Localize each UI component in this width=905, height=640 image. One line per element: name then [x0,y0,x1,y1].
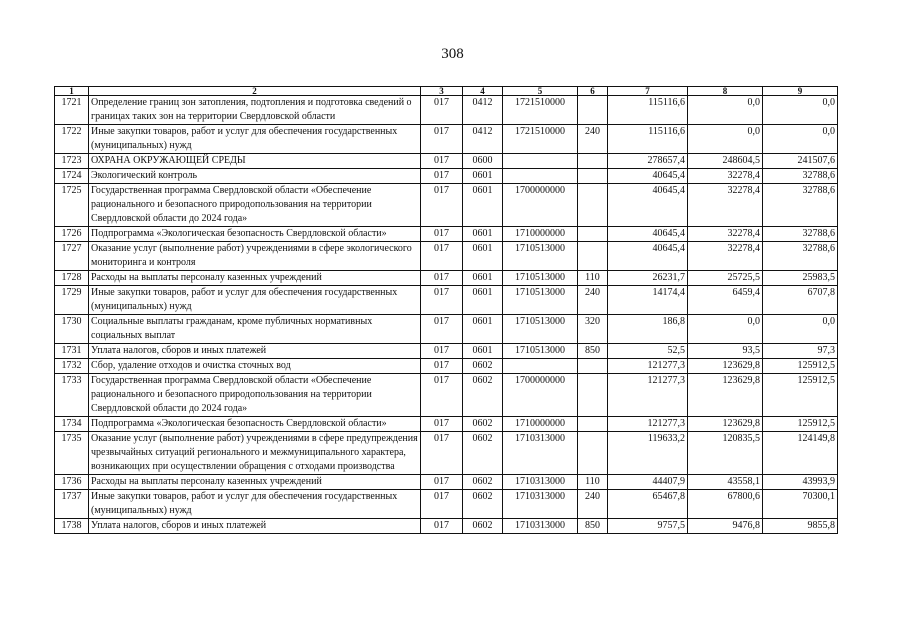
ministry-code: 017 [421,125,463,154]
amount-col-9: 70300,1 [763,490,838,519]
header-col-6: 6 [578,87,608,96]
amount-col-7: 115116,6 [608,125,688,154]
target-article-code: 1721510000 [503,125,578,154]
header-col-7: 7 [608,87,688,96]
amount-col-8: 0,0 [688,125,763,154]
expense-type-code [578,374,608,417]
amount-col-9: 125912,5 [763,374,838,417]
amount-col-8: 32278,4 [688,242,763,271]
amount-col-9: 0,0 [763,125,838,154]
expense-type-code [578,154,608,169]
row-number: 1731 [55,344,89,359]
ministry-code: 017 [421,417,463,432]
amount-col-9: 6707,8 [763,286,838,315]
amount-col-8: 32278,4 [688,169,763,184]
amount-col-9: 9855,8 [763,519,838,534]
section-code: 0602 [463,475,503,490]
ministry-code: 017 [421,184,463,227]
ministry-code: 017 [421,227,463,242]
amount-col-8: 123629,8 [688,417,763,432]
amount-col-9: 125912,5 [763,417,838,432]
section-code: 0602 [463,519,503,534]
amount-col-8: 123629,8 [688,359,763,374]
expense-name: Определение границ зон затопления, подтопления и подготовка сведений о границах таких зон на территории Свердловской области [89,96,421,125]
amount-col-8: 9476,8 [688,519,763,534]
section-code: 0601 [463,286,503,315]
amount-col-8: 123629,8 [688,374,763,417]
table-row [55,169,838,184]
section-code: 0602 [463,490,503,519]
ministry-code: 017 [421,432,463,475]
expense-name: Расходы на выплаты персоналу казенных учреждений [89,475,421,490]
expense-name: Сбор, удаление отходов и очистка сточных вод [89,359,421,374]
expense-type-code: 240 [578,490,608,519]
amount-col-7: 40645,4 [608,242,688,271]
header-col-1: 1 [55,87,89,96]
table-body [55,96,838,534]
expense-name: Подпрограмма «Экологическая безопасность Свердловской области» [89,227,421,242]
amount-col-8: 67800,6 [688,490,763,519]
section-code: 0602 [463,417,503,432]
budget-table [54,86,838,534]
section-code: 0601 [463,169,503,184]
expense-type-code: 240 [578,125,608,154]
amount-col-7: 121277,3 [608,359,688,374]
expense-name: Иные закупки товаров, работ и услуг для обеспечения государственных (муниципальных) нужд [89,490,421,519]
row-number: 1727 [55,242,89,271]
page-number: 308 [441,46,464,62]
header-col-8: 8 [688,87,763,96]
table-row [55,242,838,271]
row-number: 1736 [55,475,89,490]
section-code: 0601 [463,271,503,286]
expense-type-code: 850 [578,344,608,359]
table-row [55,286,838,315]
ministry-code: 017 [421,519,463,534]
amount-col-9: 32788,6 [763,169,838,184]
ministry-code: 017 [421,286,463,315]
amount-col-9: 32788,6 [763,184,838,227]
header-col-3: 3 [421,87,463,96]
section-code: 0601 [463,344,503,359]
amount-col-9: 0,0 [763,315,838,344]
amount-col-9: 25983,5 [763,271,838,286]
row-number: 1729 [55,286,89,315]
table-row [55,374,838,417]
amount-col-7: 14174,4 [608,286,688,315]
section-code: 0601 [463,242,503,271]
amount-col-7: 121277,3 [608,417,688,432]
amount-col-7: 121277,3 [608,374,688,417]
table-row [55,227,838,242]
row-number: 1738 [55,519,89,534]
row-number: 1728 [55,271,89,286]
table-row [55,154,838,169]
target-article-code: 1710000000 [503,227,578,242]
expense-type-code [578,169,608,184]
row-number: 1735 [55,432,89,475]
ministry-code: 017 [421,374,463,417]
amount-col-8: 0,0 [688,315,763,344]
target-article-code [503,169,578,184]
table-row [55,315,838,344]
target-article-code [503,154,578,169]
table-row [55,359,838,374]
table-row [55,519,838,534]
amount-col-9: 241507,6 [763,154,838,169]
expense-type-code [578,417,608,432]
expense-name: Оказание услуг (выполнение работ) учреждениями в сфере экологического мониторинга и контроля [89,242,421,271]
ministry-code: 017 [421,315,463,344]
amount-col-9: 32788,6 [763,227,838,242]
expense-name: Государственная программа Свердловской области «Обеспечение рационального и безопасного природопользования на территории Свердловской области до 2024 года» [89,374,421,417]
row-number: 1730 [55,315,89,344]
section-code: 0412 [463,96,503,125]
row-number: 1734 [55,417,89,432]
expense-type-code [578,184,608,227]
row-number: 1726 [55,227,89,242]
amount-col-7: 115116,6 [608,96,688,125]
expense-name: Подпрограмма «Экологическая безопасность Свердловской области» [89,417,421,432]
target-article-code: 1710000000 [503,417,578,432]
amount-col-9: 32788,6 [763,242,838,271]
expense-name: Иные закупки товаров, работ и услуг для обеспечения государственных (муниципальных) нужд [89,286,421,315]
section-code: 0601 [463,184,503,227]
row-number: 1721 [55,96,89,125]
expense-name: Экологический контроль [89,169,421,184]
section-code: 0601 [463,315,503,344]
table-row [55,271,838,286]
expense-name: Оказание услуг (выполнение работ) учреждениями в сфере предупреждения чрезвычайных ситуаций регионального и межмуниципального характера, возникающих при осуществлении обращения с отходами производства [89,432,421,475]
expense-name: Иные закупки товаров, работ и услуг для обеспечения государственных (муниципальных) нужд [89,125,421,154]
target-article-code: 1710313000 [503,432,578,475]
row-number: 1722 [55,125,89,154]
target-article-code: 1710513000 [503,242,578,271]
target-article-code: 1710513000 [503,344,578,359]
expense-name: Социальные выплаты гражданам, кроме публичных нормативных социальных выплат [89,315,421,344]
target-article-code: 1721510000 [503,96,578,125]
table-row [55,125,838,154]
expense-type-code [578,242,608,271]
row-number: 1732 [55,359,89,374]
table-row [55,96,838,125]
table-row [55,417,838,432]
target-article-code: 1710313000 [503,519,578,534]
amount-col-9: 0,0 [763,96,838,125]
amount-col-8: 32278,4 [688,227,763,242]
expense-name: Уплата налогов, сборов и иных платежей [89,519,421,534]
header-col-9: 9 [763,87,838,96]
header-col-2: 2 [89,87,421,96]
expense-type-code [578,432,608,475]
table-row [55,432,838,475]
header-row [55,87,838,96]
amount-col-7: 40645,4 [608,227,688,242]
amount-col-7: 65467,8 [608,490,688,519]
table-row [55,475,838,490]
section-code: 0602 [463,359,503,374]
ministry-code: 017 [421,475,463,490]
amount-col-9: 97,3 [763,344,838,359]
header-col-4: 4 [463,87,503,96]
target-article-code: 1710313000 [503,475,578,490]
target-article-code: 1710513000 [503,315,578,344]
ministry-code: 017 [421,359,463,374]
ministry-code: 017 [421,242,463,271]
section-code: 0601 [463,227,503,242]
amount-col-9: 124149,8 [763,432,838,475]
expense-type-code: 240 [578,286,608,315]
target-article-code: 1710313000 [503,490,578,519]
amount-col-8: 248604,5 [688,154,763,169]
amount-col-7: 40645,4 [608,184,688,227]
expense-type-code [578,96,608,125]
target-article-code: 1710513000 [503,286,578,315]
amount-col-8: 93,5 [688,344,763,359]
section-code: 0602 [463,432,503,475]
amount-col-7: 52,5 [608,344,688,359]
ministry-code: 017 [421,154,463,169]
amount-col-7: 26231,7 [608,271,688,286]
ministry-code: 017 [421,96,463,125]
target-article-code: 1710513000 [503,271,578,286]
target-article-code [503,359,578,374]
amount-col-7: 119633,2 [608,432,688,475]
expense-name: Уплата налогов, сборов и иных платежей [89,344,421,359]
section-code: 0602 [463,374,503,417]
header-col-5: 5 [503,87,578,96]
expense-type-code: 320 [578,315,608,344]
target-article-code: 1700000000 [503,374,578,417]
amount-col-8: 32278,4 [688,184,763,227]
row-number: 1723 [55,154,89,169]
expense-type-code: 110 [578,271,608,286]
row-number: 1725 [55,184,89,227]
amount-col-7: 9757,5 [608,519,688,534]
amount-col-8: 120835,5 [688,432,763,475]
expense-type-code [578,359,608,374]
ministry-code: 017 [421,490,463,519]
ministry-code: 017 [421,169,463,184]
amount-col-9: 125912,5 [763,359,838,374]
table-row [55,344,838,359]
amount-col-7: 44407,9 [608,475,688,490]
expense-name: Расходы на выплаты персоналу казенных учреждений [89,271,421,286]
table-row [55,184,838,227]
ministry-code: 017 [421,344,463,359]
table-row [55,490,838,519]
amount-col-7: 278657,4 [608,154,688,169]
expense-type-code: 110 [578,475,608,490]
amount-col-8: 25725,5 [688,271,763,286]
expense-type-code: 850 [578,519,608,534]
section-code: 0412 [463,125,503,154]
target-article-code: 1700000000 [503,184,578,227]
expense-name: ОХРАНА ОКРУЖАЮЩЕЙ СРЕДЫ [89,154,421,169]
amount-col-8: 0,0 [688,96,763,125]
amount-col-8: 6459,4 [688,286,763,315]
expense-type-code [578,227,608,242]
section-code: 0600 [463,154,503,169]
amount-col-7: 40645,4 [608,169,688,184]
expense-name: Государственная программа Свердловской области «Обеспечение рационального и безопасного природопользования на территории Свердловской области до 2024 года» [89,184,421,227]
row-number: 1733 [55,374,89,417]
row-number: 1737 [55,490,89,519]
amount-col-9: 43993,9 [763,475,838,490]
row-number: 1724 [55,169,89,184]
ministry-code: 017 [421,271,463,286]
amount-col-7: 186,8 [608,315,688,344]
amount-col-8: 43558,1 [688,475,763,490]
